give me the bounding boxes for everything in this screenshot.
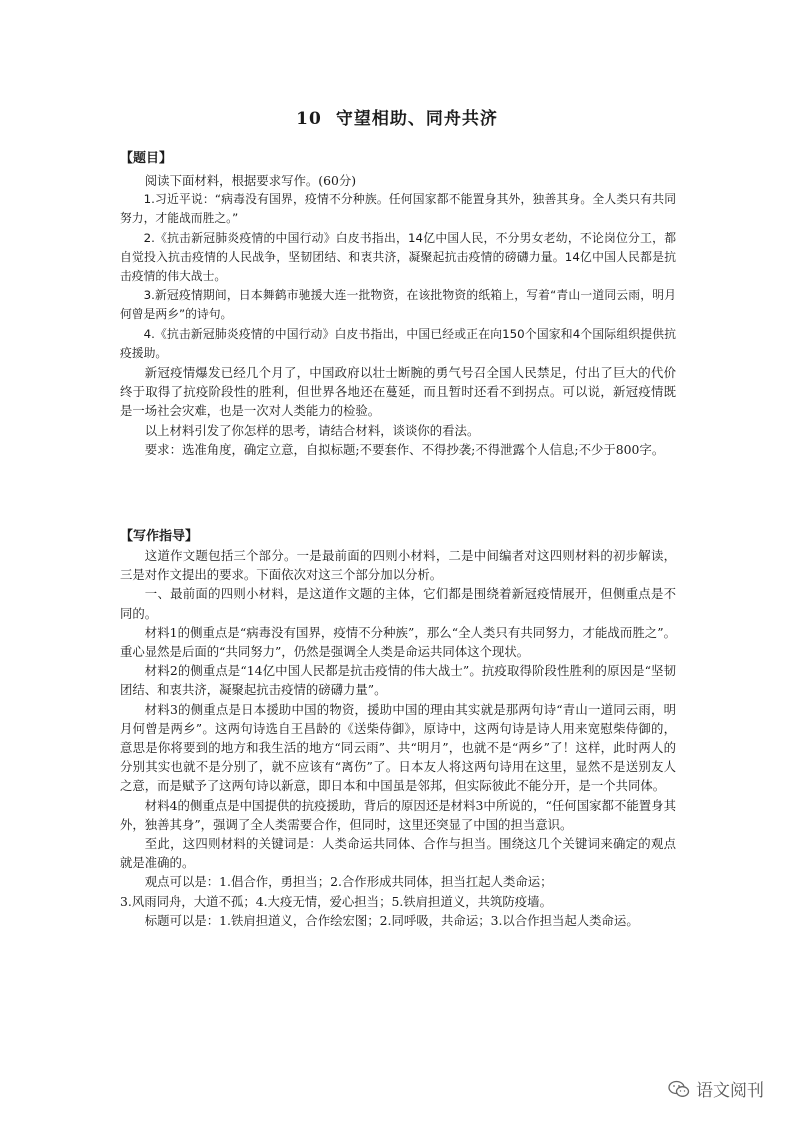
guide-paragraph-8b: 3.风雨同舟，大道不孤；4.大疫无情，爱心担当；5.铁肩担道义，共筑防疫墙。 — [120, 893, 552, 909]
title-number: 10 — [296, 109, 322, 129]
material-4: 4.《抗击新冠肺炎疫情的中国行动》白皮书指出，中国已经或正在向150个国家和4个国际组织提供抗疫援助。 — [120, 326, 676, 360]
material-1: 1.习近平说：“病毒没有国界，疫情不分种族。任何国家都不能置身其外，独善其身。全人类只有共同努力，才能战而胜之。” — [120, 192, 676, 226]
question-intro: 阅读下面材料，根据要求写作。(60分) — [144, 173, 357, 188]
guide-paragraph-8a: 观点可以是：1.倡合作，勇担当；2.合作形成共同体，担当扛起人类命运； — [144, 874, 553, 890]
material-2: 2.《抗击新冠肺炎疫情的中国行动》白皮书指出，14亿中国人民，不分男女老幼，不论岗位分工，都自觉投入抗击疫情的人民战争，坚韧团结、和衷共济，凝聚起抗击疫情的磅礴力量。14亿中国人民都是抗击疫情的伟大战士。 — [120, 230, 676, 284]
question-paragraph-1: 新冠疫情爆发已经几个月了，中国政府以壮士断腕的勇气号召全国人民禁足，付出了巨大的代价终于取得了抗疫阶段性的胜利，但世界各地还在蔓延，而且暂时还看不到拐点。可以说，新冠疫情既是一场社会灾难，也是一次对人类能力的检验。 — [120, 365, 676, 419]
guide-paragraph-3: 材料1的侧重点是“病毒没有国界，疫情不分种族”，那么“全人类只有共同努力，才能战而胜之”。重心显然是后面的“共同努力”，仍然是强调全人类是命运共同体这个现状。 — [120, 624, 676, 660]
guide-paragraph-5: 材料3的侧重点是日本援助中国的物资，援助中国的理由其实就是那两句诗“青山一道同云雨，明月何曾是两乡”。这两句诗选自王昌龄的《送柴侍御》，原诗中，这两句诗是诗人用来宽慰柴侍御的，意思是你将要到的地方和我生活的地方“同云雨”、共“明月”，也就不是“两乡”了！这样，此时两人的分别其实也就不是分别了，就不应该有“离伤”了。日本友人将这两句诗用在这里，显然不是送别友人之意，而是赋予了这两句诗以新意，即日本和中国虽是邻邦，但实际彼此不能分开，是一个共同体。 — [120, 701, 676, 794]
question-paragraph-2: 以上材料引发了你怎样的思考，请结合材料，谈谈你的看法。 — [144, 422, 480, 438]
guide-paragraph-9: 标题可以是：1.铁肩担道义，合作绘宏图；2.同呼吸，共命运；3.以合作担当起人类命运。 — [144, 912, 639, 928]
guide-paragraph-7: 至此，这四则材料的关键词是：人类命运共同体、合作与担当。围绕这几个关键词来确定的观点就是准确的。 — [120, 836, 676, 871]
question-block — [120, 171, 676, 459]
guide-paragraph-6: 材料4的侧重点是中国提供的抗疫援助，背后的原因还是材料3中所说的，“任何国家都不能置身其外，独善其身”，强调了全人类需要合作，但同时，这里还突显了中国的担当意识。 — [120, 797, 676, 832]
guide-block — [120, 546, 676, 930]
title-text: 守望相助、同舟共济 — [335, 109, 498, 129]
guide-paragraph-4: 材料2的侧重点是“14亿中国人民都是抗击疫情的伟大战士”。抗疫取得阶段性胜利的原因是“坚韧团结、和衷共济，凝聚起抗击疫情的磅礴力量”。 — [120, 663, 676, 698]
guide-paragraph-2: 一、最前面的四则小材料，是这道作文题的主体，它们都是围绕着新冠疫情展开，但侧重点是不同的。 — [120, 586, 676, 621]
guide-paragraph-1: 这道作文题包括三个部分。一是最前面的四则小材料，二是中间编者对这四则材料的初步解读，三是对作文提出的要求。下面依次对这三个部分加以分析。 — [120, 548, 676, 583]
brand-name: 语文阅刊 — [696, 1081, 764, 1101]
wechat-icon — [668, 1080, 690, 1098]
question-requirement: 要求：选准角度，确定立意，自拟标题;不要套作、不得抄袭;不得泄露个人信息;不少于800字。 — [144, 441, 665, 457]
footer-brand — [668, 1076, 764, 1101]
material-3: 3.新冠疫情期间，日本舞鹤市驰援大连一批物资，在该批物资的纸箱上，写着“青山一道同云雨，明月何曾是两乡”的诗句。 — [120, 288, 676, 322]
page-title — [0, 104, 794, 129]
question-heading: 【题目】 — [120, 151, 173, 166]
guide-heading: 【写作指导】 — [120, 529, 199, 544]
